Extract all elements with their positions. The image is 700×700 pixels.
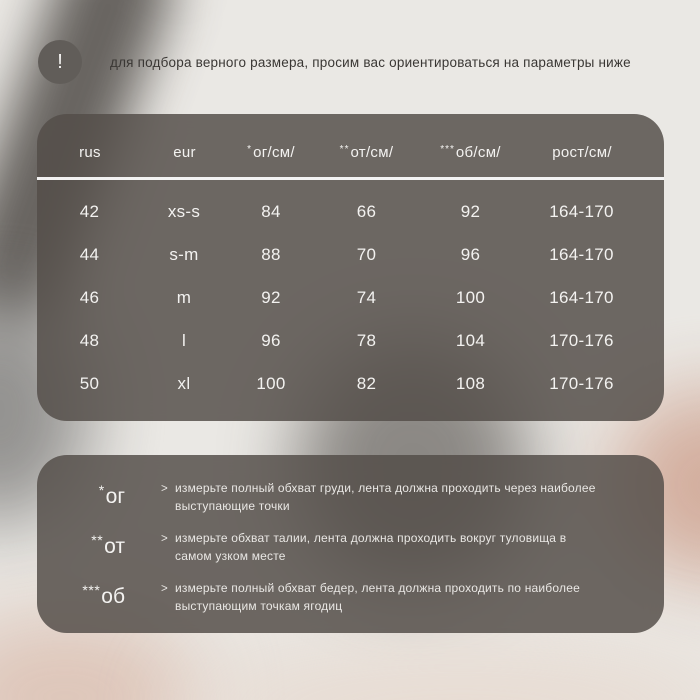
arrow-icon: > xyxy=(161,583,168,595)
table-cell: 170-176 xyxy=(549,330,614,350)
asterisk-prefix: * xyxy=(98,482,105,498)
asterisk-prefix: *** xyxy=(440,143,455,155)
asterisk-prefix: *** xyxy=(82,582,101,598)
table-cell: 164-170 xyxy=(549,201,614,221)
table-cell: 82 xyxy=(356,373,377,393)
table-header-row xyxy=(37,114,664,176)
column-header-label: от/см/ xyxy=(350,143,394,161)
column-header-chest xyxy=(226,144,316,161)
table-cell: 78 xyxy=(356,330,377,350)
term-text: ог xyxy=(105,485,125,508)
table-cell: 92 xyxy=(261,287,281,307)
table-cell: xl xyxy=(177,373,191,393)
column-header-height xyxy=(524,144,639,161)
note-row-chest xyxy=(47,479,644,516)
table-cell: 170-176 xyxy=(549,373,614,393)
note-text xyxy=(175,529,620,565)
note-row-waist xyxy=(47,529,644,566)
table-cell: 48 xyxy=(79,330,100,350)
table-row xyxy=(37,319,664,362)
term-label-waist xyxy=(47,529,125,566)
note-text xyxy=(175,479,620,515)
column-header-label: eur xyxy=(173,143,196,161)
table-cell: 66 xyxy=(356,201,377,221)
table-cell: 74 xyxy=(356,287,377,307)
note-line: измерьте обхват талии, лента должна проходить вокруг туловища в xyxy=(175,531,567,545)
table-row xyxy=(37,233,664,276)
note-row-hips xyxy=(47,579,644,616)
header-divider-line xyxy=(37,177,664,180)
term-label-chest xyxy=(47,479,125,516)
column-header-label: рост/см/ xyxy=(552,143,612,161)
asterisk-prefix: * xyxy=(247,143,253,155)
table-cell: l xyxy=(181,330,187,350)
note-line: самом узком месте xyxy=(175,549,286,563)
asterisk-prefix: ** xyxy=(91,532,104,548)
column-header-hips xyxy=(417,144,524,161)
asterisk-prefix: ** xyxy=(339,143,350,155)
note-line: измерьте полный обхват бедер, лента должна проходить по наиболее xyxy=(175,581,580,595)
table-cell: 70 xyxy=(356,244,377,264)
table-row xyxy=(37,190,664,233)
column-header-rus xyxy=(37,144,142,161)
table-cell: 84 xyxy=(261,201,281,221)
measurement-notes-panel xyxy=(37,455,664,633)
column-header-eur xyxy=(142,144,226,161)
background-blob-warm-bottom xyxy=(180,645,700,700)
exclamation-icon: ! xyxy=(38,40,82,84)
table-cell: 88 xyxy=(261,244,281,264)
term-text: об xyxy=(101,585,125,608)
note-line: выступающим точкам ягодиц xyxy=(175,599,343,613)
table-cell: xs-s xyxy=(167,201,201,221)
table-cell: 44 xyxy=(79,244,100,264)
table-cell: m xyxy=(176,287,192,307)
arrow-icon: > xyxy=(161,533,168,545)
table-cell: s-m xyxy=(169,244,199,264)
term-label-hips xyxy=(47,579,125,616)
size-table-panel xyxy=(37,114,664,421)
table-cell: 92 xyxy=(460,201,481,221)
column-header-label: rus xyxy=(79,143,101,161)
table-cell: 46 xyxy=(79,287,100,307)
table-cell: 96 xyxy=(460,244,481,264)
note-line: выступающие точки xyxy=(175,499,290,513)
table-cell: 108 xyxy=(455,373,486,393)
table-cell: 50 xyxy=(79,373,100,393)
table-cell: 96 xyxy=(261,330,281,350)
table-row xyxy=(37,362,664,405)
note-text xyxy=(175,579,620,615)
table-cell: 100 xyxy=(256,373,286,393)
column-header-waist xyxy=(316,144,417,161)
notice-text: для подбора верного размера, просим вас ориентироваться на параметры ниже xyxy=(110,54,631,70)
table-body xyxy=(37,180,664,405)
table-cell: 42 xyxy=(79,201,100,221)
table-cell: 104 xyxy=(455,330,486,350)
column-header-label: ог/см/ xyxy=(253,143,295,161)
notice-banner xyxy=(38,40,631,84)
table-cell: 164-170 xyxy=(549,244,614,264)
table-cell: 100 xyxy=(455,287,486,307)
table-row xyxy=(37,276,664,319)
arrow-icon: > xyxy=(161,483,168,495)
note-line: измерьте полный обхват груди, лента должна проходить через наиболее xyxy=(175,481,596,495)
table-cell: 164-170 xyxy=(549,287,614,307)
term-text: от xyxy=(104,535,125,558)
column-header-label: об/см/ xyxy=(455,143,501,161)
